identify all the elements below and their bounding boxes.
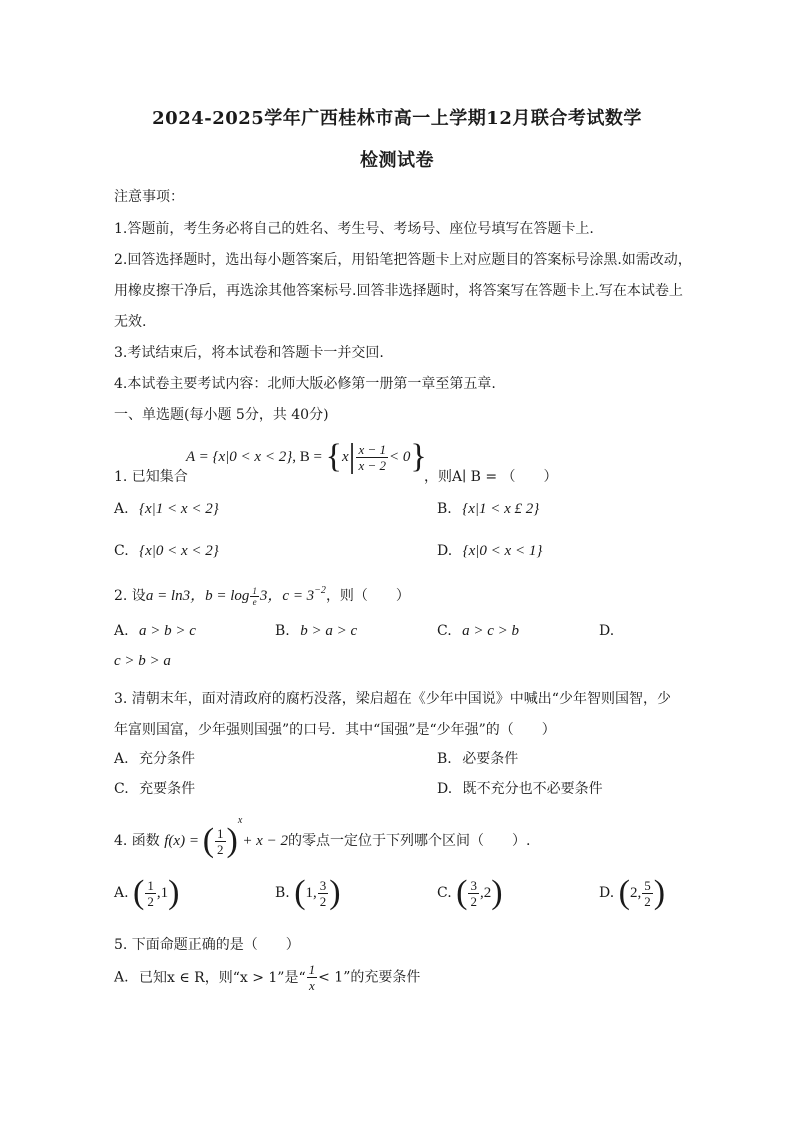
paren-left: ( [294, 874, 306, 911]
q3-option-d [437, 778, 603, 798]
frac-den: x [308, 978, 315, 993]
q3-option-c [114, 778, 195, 798]
option-text: ,1 [156, 885, 169, 901]
q2-c: ，c = 3 [267, 588, 315, 604]
paren-right: ) [491, 874, 503, 911]
option-text: 必要条件 [462, 751, 519, 767]
q3-option-a [114, 748, 195, 768]
q2-option-d [599, 623, 614, 639]
option-label: B. [275, 623, 290, 639]
q1-var-x: x [342, 449, 349, 465]
q4-fraction [215, 826, 226, 857]
exam-title-line2: 检测试卷 [360, 150, 434, 171]
option-text: a > b > c [139, 623, 196, 639]
option-text: c > b > a [114, 653, 171, 669]
q2-option-d-text [114, 653, 171, 670]
paren-left: ( [456, 874, 468, 911]
notice-item: 4.本试卷主要考试内容：北师大版必修第一册第一章至第五章. [114, 376, 496, 392]
option-fraction [468, 878, 479, 909]
q3-stem-line2: 年富则国富，少年强则国强”的口号．其中“国强”是“少年强”的（ ） [114, 722, 556, 738]
option-fraction [642, 878, 653, 909]
q1-fraction [356, 442, 388, 473]
frac-den: 2 [147, 893, 154, 909]
notice-item: 用橡皮擦干净后，再选涂其他答案标号.回答非选择题时，将答案写在答题卡上.写在本试卷上 [114, 283, 683, 299]
q2-c-exp: −2 [314, 585, 326, 596]
q1-number: 1. 已知集合 [114, 469, 188, 485]
q1-frac-den: x − 2 [358, 457, 387, 473]
q4-frac-num: 1 [217, 825, 224, 841]
option-text: < 1”的充要条件 [318, 969, 421, 986]
q1-tail: ，则A∣ B = （ ） [424, 469, 558, 485]
option-text: {x|1 < x £ 2} [462, 501, 540, 517]
option-label: A. [114, 969, 129, 986]
q2-a: a = ln3 [145, 588, 191, 604]
option-text: 1, [305, 885, 317, 901]
q4-rest: + x − 2 [242, 833, 288, 849]
q1-bar: | [348, 438, 356, 475]
frac-num: 3 [319, 877, 327, 893]
q5-stem: 5. 下面命题正确的是（ ） [114, 937, 300, 953]
option-text: b > a > c [300, 623, 358, 639]
option-fraction [318, 878, 329, 909]
q4-frac-den: 2 [217, 841, 224, 857]
q1-set-b-suffix: < 0 [389, 449, 411, 465]
q4-option-b [275, 876, 341, 910]
paren-right: ) [329, 874, 341, 911]
q3-option-b [437, 748, 518, 768]
option-text: 既不充分也不必要条件 [462, 781, 603, 797]
q2-option-a [114, 623, 196, 640]
option-label: B. [437, 751, 452, 767]
q1-option-d [437, 543, 542, 560]
notice-item: 2.回答选择题时，选出每小题答案后，用铅笔把答题卡上对应题目的答案标号涂黑.如需改动， [114, 252, 692, 268]
section-heading: 一、单选题(每小题 5分，共 40分) [114, 407, 329, 423]
frac-num: 5 [644, 877, 651, 893]
exam-title-line1: 2024-2025学年广西桂林市高一上学期12月联合考试数学 [152, 108, 642, 129]
q4-tail: 的零点一定位于下列哪个区间（ ）. [287, 833, 531, 849]
notice-item: 3.考试结束后，将本试卷和答题卡一并交回. [114, 345, 384, 361]
option-label: A. [114, 885, 129, 901]
q2-base-den: e [252, 596, 257, 607]
frac-den: 2 [470, 893, 477, 909]
q2-tail: ，则（ ） [325, 588, 410, 604]
option-fraction [307, 962, 318, 993]
q3-stem-line1: 3. 清朝末年，面对清政府的腐朽没落，梁启超在《少年中国说》中喊出“少年智则国智，少 [114, 691, 671, 707]
q2-base-num: 1 [252, 585, 257, 596]
q4-paren-right: ) [226, 822, 238, 859]
q2-option-b [275, 623, 357, 640]
q2-stem [114, 584, 410, 607]
notice-heading: 注意事项： [114, 189, 184, 205]
option-label: A. [114, 623, 129, 639]
q1-option-a [114, 501, 219, 518]
notice-item: 1.答题前，考生务必将自己的姓名、考生号、考场号、座位号填写在答题卡上. [114, 221, 594, 237]
option-text: {x|1 < x < 2} [139, 501, 219, 517]
q1-set-b-prefix: , B = [292, 449, 326, 465]
q1-frac-num: x − 1 [358, 441, 387, 457]
option-label: A. [114, 751, 129, 767]
q4-stem [114, 815, 530, 858]
option-fraction [145, 878, 156, 909]
option-label: D. [437, 781, 453, 797]
paren-right: ) [168, 874, 180, 911]
option-label: A. [114, 501, 129, 517]
option-label: C. [437, 885, 452, 901]
option-text: 充分条件 [139, 751, 196, 767]
option-label: C. [114, 781, 129, 797]
notice-item: 无效. [114, 314, 147, 330]
paren-right: ) [653, 874, 666, 911]
option-label: C. [437, 623, 452, 639]
q1-sets [186, 440, 427, 474]
option-label: D. [437, 543, 453, 559]
frac-den: 2 [319, 893, 327, 909]
option-label: D. [599, 885, 615, 901]
q4-prefix: 4. 函数 [114, 833, 160, 849]
q2-log-base [250, 586, 259, 607]
frac-num: 3 [470, 877, 477, 893]
q4-paren-left: ( [202, 822, 215, 859]
q5-option-a [114, 962, 420, 993]
option-text: ,2 [479, 885, 492, 901]
option-text: 已知x ∈ R，则“x > 1”是“ [139, 969, 306, 986]
paren-left: ( [618, 874, 630, 911]
option-text: 充要条件 [139, 781, 196, 797]
q1-brace-left: { [325, 438, 342, 475]
option-label: B. [437, 501, 452, 517]
q1-option-c [114, 543, 219, 560]
q4-exp: x [237, 815, 243, 826]
q4-function: f(x) = [164, 833, 203, 849]
option-text: {x|0 < x < 2} [139, 543, 219, 559]
option-text: 2, [629, 885, 642, 901]
q1-brace-right: } [410, 438, 427, 475]
paren-left: ( [133, 874, 145, 911]
option-label: C. [114, 543, 129, 559]
option-text: a > c > b [462, 623, 520, 639]
option-label: D. [599, 623, 615, 639]
q2-log-arg: 3 [259, 588, 268, 604]
q2-prefix: 2. 设 [114, 588, 146, 604]
option-label: B. [275, 885, 290, 901]
option-text: {x|0 < x < 1} [462, 543, 543, 559]
frac-den: 2 [644, 893, 651, 909]
q2-option-c [437, 623, 519, 640]
q4-option-a [114, 876, 179, 910]
q1-set-a: A = {x|0 < x < 2} [186, 449, 293, 465]
q4-option-c [437, 876, 503, 910]
q4-option-d [599, 876, 665, 910]
q1-option-b [437, 501, 539, 518]
frac-num: 1 [308, 962, 316, 977]
frac-num: 1 [147, 877, 154, 893]
q2-b: ，b = log [190, 588, 250, 604]
